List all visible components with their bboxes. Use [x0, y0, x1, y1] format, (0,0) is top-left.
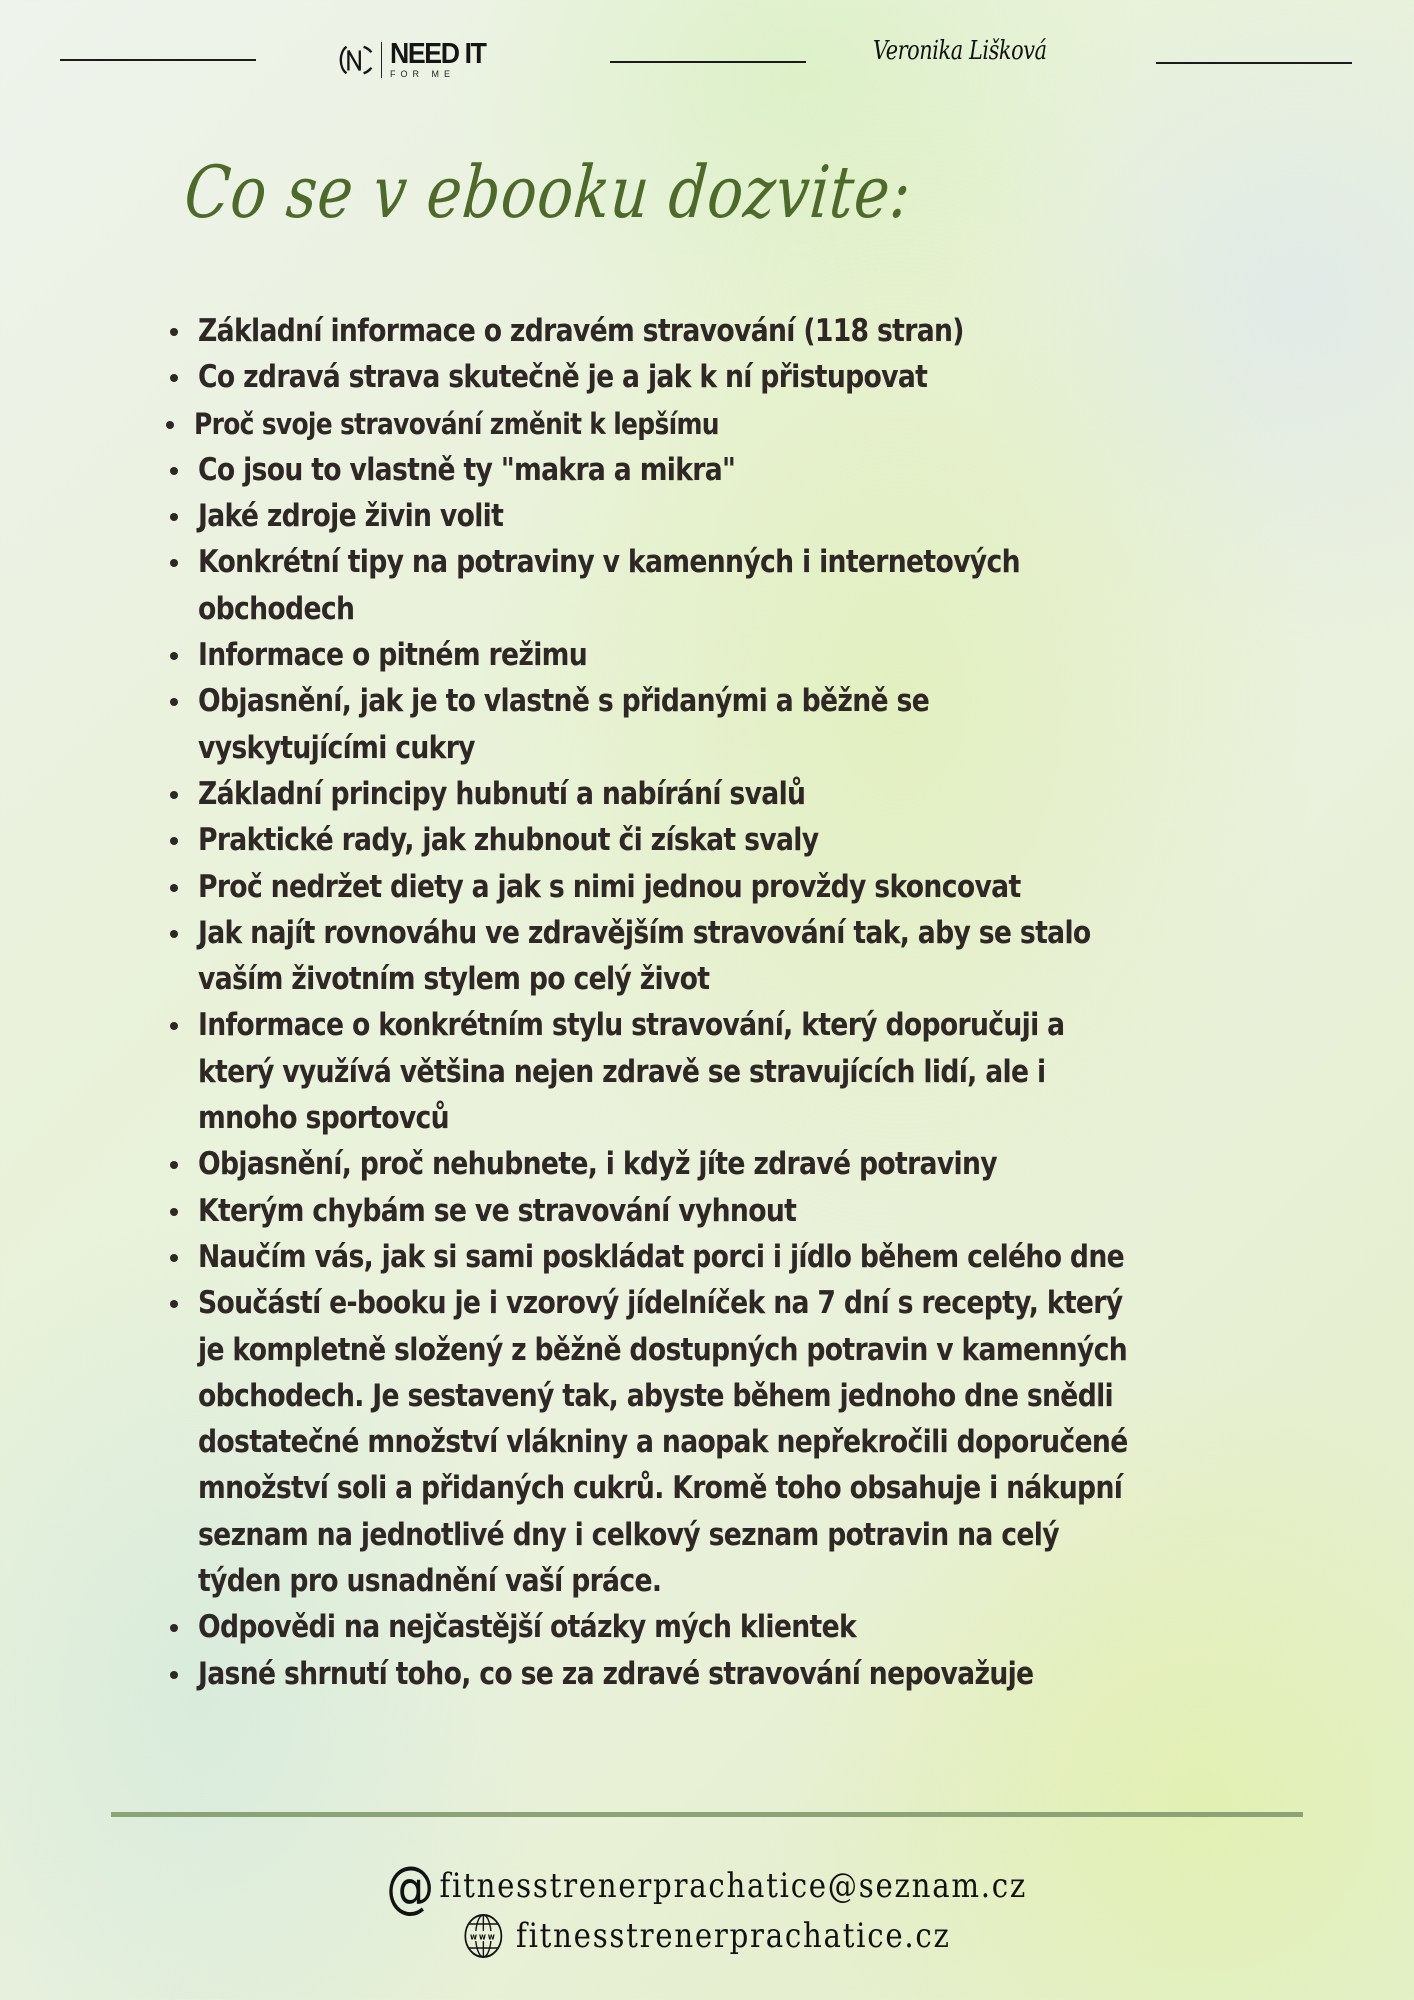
brand-logo: [337, 40, 494, 79]
website-link[interactable]: fitnesstrenerprachatice.cz: [516, 1916, 951, 1956]
nc-monogram-icon: [337, 41, 375, 79]
feature-item: Praktické rady, jak zhubnout či získat svaly: [170, 817, 1300, 863]
header-rule-right: [1156, 62, 1352, 64]
feature-item: Jasné shrnutí toho, co se za zdravé stravování nepovažuje: [170, 1651, 1300, 1697]
header-rule-middle: [610, 61, 806, 63]
feature-item: Konkrétní tipy na potraviny v kamenných i internetových obchodech: [170, 539, 1300, 632]
feature-item: Informace o konkrétním stylu stravování, který doporučuji a který využívá většina nejen zdravě se stravujících lidí, ale i mnoho sportovců: [170, 1002, 1300, 1141]
author-signature: Veronika Lišková: [873, 36, 1047, 66]
footer-divider: [111, 1812, 1303, 1817]
page-title: Co se v ebooku dozvite:: [181, 150, 915, 234]
logo-divider: [381, 42, 382, 78]
feature-list: [170, 308, 1300, 1697]
email-link[interactable]: fitnesstrenerprachatice@seznam.cz: [439, 1866, 1028, 1906]
contact-email-row: [0, 1855, 1414, 1920]
header-rule-left: [60, 59, 256, 61]
at-sign-icon: @: [386, 1855, 437, 1920]
feature-item: Co jsou to vlastně ty "makra a mikra": [170, 447, 1300, 493]
svg-text:www: www: [470, 1930, 497, 1942]
feature-item: Objasnění, jak je to vlastně s přidanými a běžně se vyskytujícími cukry: [170, 678, 1300, 771]
feature-item: Objasnění, proč nehubnete, i když jíte zdravé potraviny: [170, 1141, 1300, 1187]
logo-main-text: NEED IT: [390, 38, 486, 70]
feature-item: Proč svoje stravování změnit k lepšímu: [166, 401, 1300, 447]
feature-item: Co zdravá strava skutečně je a jak k ní přistupovat: [170, 354, 1300, 400]
feature-item: Součástí e-booku je i vzorový jídelníček na 7 dní s recepty, který je kompletně složený z běžně dostupných potravin v kamenných obchodech. Je sestavený tak, abyste během jednoho dne snědli dostatečné množství vlákniny a naopak nepřekročili doporučené množství soli a přidaných cukrů. Kromě toho obsahuje i nákupní seznam na jednotlivé dny i celkový seznam potravin na celý týden pro usnadnění vaší práce.: [170, 1280, 1300, 1604]
feature-item: Jak najít rovnováhu ve zdravějším stravování tak, aby se stalo vaším životním stylem po celý život: [170, 910, 1300, 1003]
logo-sub-text: FOR ME: [390, 69, 455, 79]
feature-item: Proč nedržet diety a jak s nimi jednou provždy skoncovat: [170, 864, 1300, 910]
feature-item: Informace o pitném režimu: [170, 632, 1300, 678]
feature-item: Základní informace o zdravém stravování (118 stran): [170, 308, 1300, 354]
feature-item: Kterým chybám se ve stravování vyhnout: [170, 1188, 1300, 1234]
feature-item: Jaké zdroje živin volit: [170, 493, 1300, 539]
feature-item: Základní principy hubnutí a nabírání svalů: [170, 771, 1300, 817]
feature-item: Odpovědi na nejčastější otázky mých klientek: [170, 1604, 1300, 1650]
www-globe-icon: [463, 1912, 504, 1960]
feature-item: Naučím vás, jak si sami poskládat porci i jídlo během celého dne: [170, 1234, 1300, 1280]
contact-website-row: [0, 1912, 1414, 1969]
